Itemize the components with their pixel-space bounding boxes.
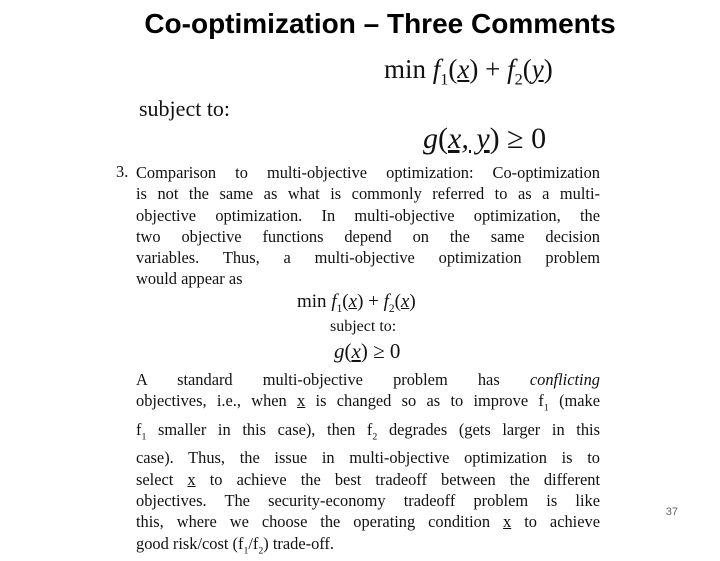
plus-sign: + [368,291,379,312]
comment-paragraph-2 [136,369,600,561]
y-variable: y [531,54,544,84]
comment-paragraph-1 [136,162,600,290]
constraint-formula: g(x, y) ≥ 0 [423,122,547,155]
paragraph-line: variables. Thus, a multi-objective optimization problem [136,248,600,268]
f1-symbol: f [432,54,441,84]
paragraph-line: case). Thus, the issue in multi-objective optimization is to [136,448,600,468]
slide-title: Co-optimization – Three Comments [144,8,616,39]
plus-sign: + [485,54,501,84]
subject-to-small: subject to: [330,318,397,335]
f2-symbol: f [383,291,389,312]
paragraph-line: is not the same as what is commonly referred to as a multi- [136,184,600,204]
constraint-small: g(x) ≥ 0 [334,339,401,363]
multi-objective-formula: $\min f_1(x) + f_2(x)$ [297,291,416,315]
paragraph-line: select x to achieve the best tradeoff between the different [136,469,600,489]
geq-zero: ≥ 0 [373,339,401,363]
min-keyword: min [384,54,427,84]
x-variable: x [457,54,470,84]
paragraph-line: two objective functions depend on the same decision [136,226,600,246]
x-variable: x [351,339,361,363]
f2-subscript: 2 [514,70,523,89]
f2-symbol: f [507,54,515,84]
g-symbol: g [423,122,438,155]
paragraph-line: good risk/cost $(f_1/f_2)$ trade-off. [136,533,334,556]
x-variable: x [348,291,358,312]
f1-subscript: 1 [336,302,343,315]
paragraph-line: objectives. The security-economy tradeoff problem is like [136,491,600,511]
min-keyword: min [297,291,327,312]
x-variable: x [400,291,410,312]
f2-subscript: 2 [388,302,395,315]
subject-to-label: subject to: [139,96,231,121]
geq-zero: ≥ 0 [507,122,547,155]
comment-number: 3. [116,162,129,181]
f1-subscript: 1 [440,70,449,89]
g-symbol: g [334,339,345,363]
paragraph-line: $f_1$ smaller in this case), then $f_2$ degrades (gets larger in this [136,419,600,443]
paragraph-line: objective optimization. In multi-objective optimization, the [136,205,600,225]
paragraph-line: would appear as [136,269,243,289]
objective-formula: $\min f_1(x) + f_2(y)$ [384,54,553,89]
paragraph-line: A standard multi-objective problem has conflicting [136,370,600,389]
xy-arguments: x, y [448,122,490,155]
paragraph-line: objectives, i.e., when x is changed so as to improve $f_1$ (make [136,391,601,414]
page-number: 37 [665,506,678,518]
f1-symbol: f [331,291,337,312]
paragraph-line: Comparison to multi-objective optimization: Co-optimization [136,163,600,182]
paragraph-line: this, where we choose the operating condition x to achieve [136,512,600,532]
